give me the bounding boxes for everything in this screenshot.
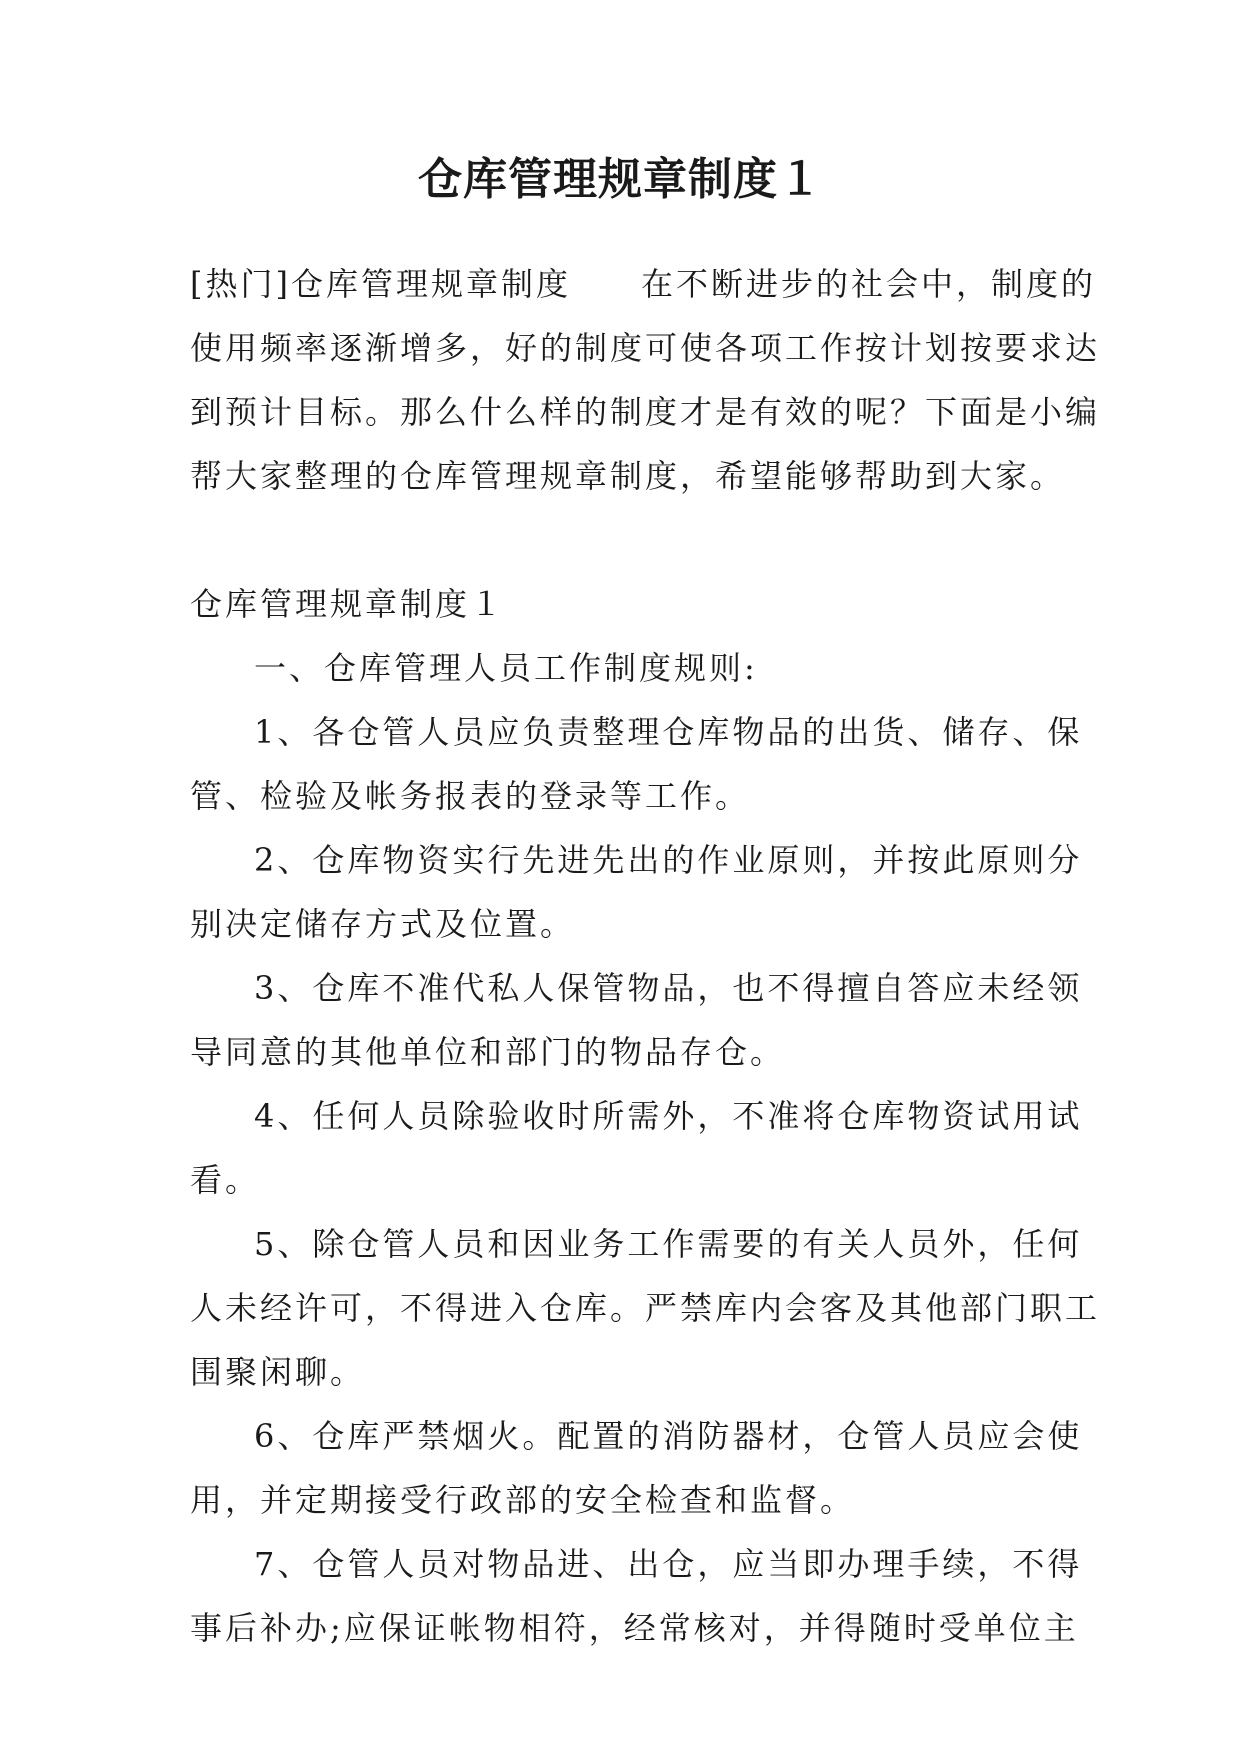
body-line: 7、仓管人员对物品进、出仓，应当即办理手续，不得 xyxy=(254,1545,1083,1583)
body-line: 4、任何人员除验收时所需外，不准将仓库物资试用试 xyxy=(254,1097,1083,1135)
section-heading: 仓库管理规章制度１ xyxy=(190,585,506,623)
body-line: 别决定储存方式及位置。 xyxy=(190,905,576,943)
body-line: 2、仓库物资实行先进先出的作业原则，并按此原则分 xyxy=(254,841,1083,879)
body-line: 看。 xyxy=(190,1161,261,1199)
intro-line: [热门]仓库管理规章制度 在不断进步的社会中，制度的 xyxy=(190,265,1096,303)
body-line: 1、各仓管人员应负责整理仓库物品的出货、储存、保 xyxy=(254,713,1083,751)
body-line: 导同意的其他单位和部门的物品存仓。 xyxy=(190,1033,786,1071)
body-line: 围聚闲聊。 xyxy=(190,1353,366,1391)
body-line: 管、检验及帐务报表的登录等工作。 xyxy=(190,777,751,815)
body-line: 事后补办;应保证帐物相符，经常核对，并得随时受单位主 xyxy=(190,1609,1079,1647)
body-line: 人未经许可，不得进入仓库。严禁库内会客及其他部门职工 xyxy=(190,1289,1101,1327)
body-line: 3、仓库不准代私人保管物品，也不得擅自答应未经领 xyxy=(254,969,1083,1007)
subheading: 一、仓库管理人员工作制度规则: xyxy=(254,649,758,687)
body-line: 用，并定期接受行政部的安全检查和监督。 xyxy=(190,1481,856,1519)
intro-line: 帮大家整理的仓库管理规章制度，希望能够帮助到大家。 xyxy=(190,457,1066,495)
document-title: 仓库管理规章制度１ xyxy=(418,154,823,205)
body-line: 5、除仓管人员和因业务工作需要的有关人员外，任何 xyxy=(254,1225,1083,1263)
body-line: 6、仓库严禁烟火。配置的消防器材，仓管人员应会使 xyxy=(254,1417,1083,1455)
intro-line: 到预计目标。那么什么样的制度才是有效的呢？下面是小编 xyxy=(190,393,1101,431)
intro-line: 使用频率逐渐增多，好的制度可使各项工作按计划按要求达 xyxy=(190,329,1101,367)
